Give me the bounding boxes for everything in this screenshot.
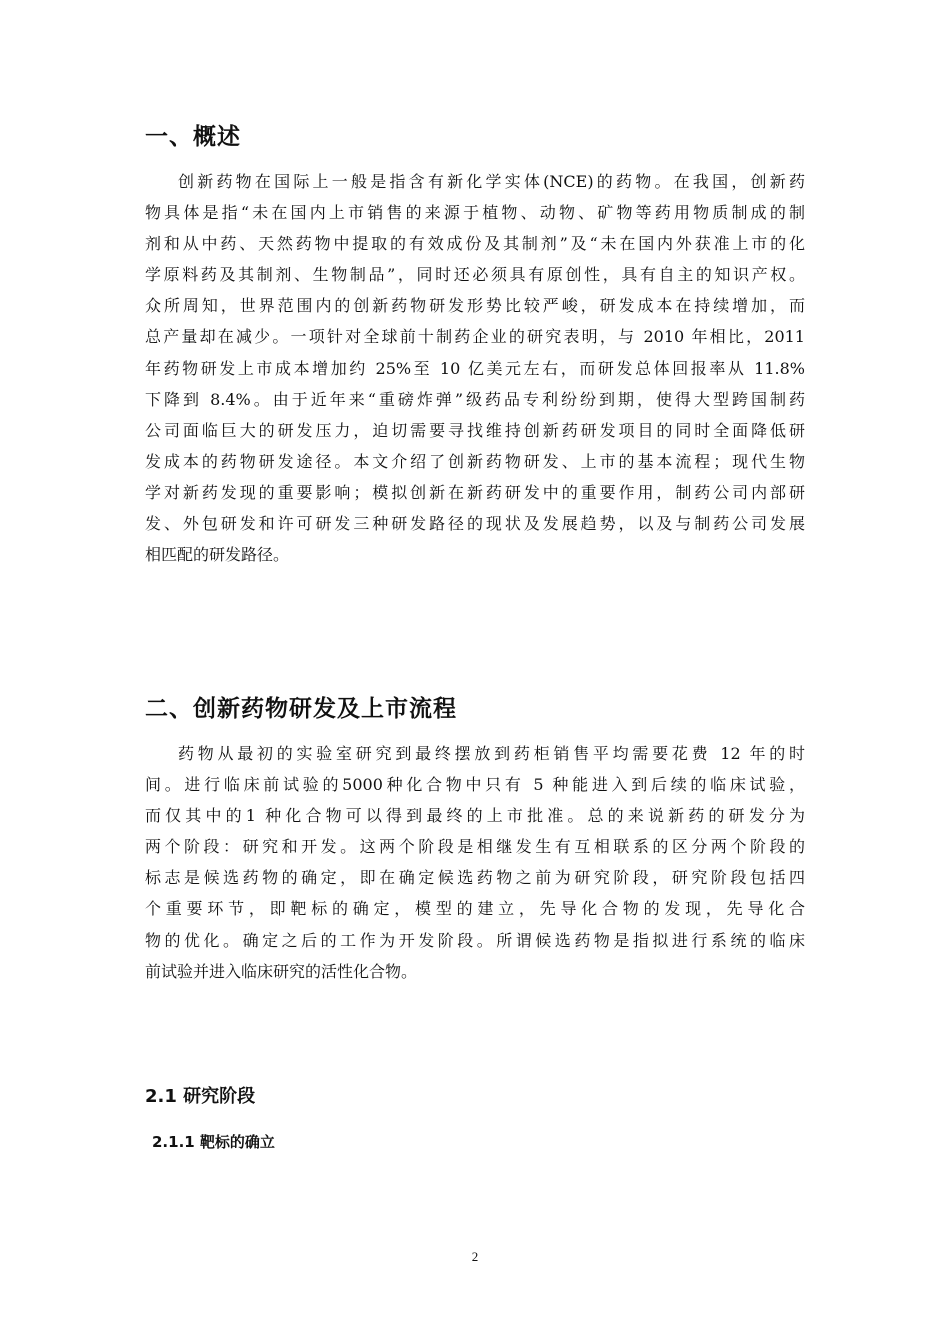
- paragraph-line: 物的优化。确定之后的工作为开发阶段。所谓候选药物是指拟进行系统的临床: [145, 930, 805, 950]
- subsection-heading-research-stage: 2.1 研究阶段: [145, 1086, 256, 1107]
- paragraph-line: 个重要环节，即靶标的确定，模型的建立，先导化合物的发现，先导化合: [145, 899, 805, 919]
- paragraph-line: 标志是候选药物的确定，即在确定候选药物之前为研究阶段，研究阶段包括四: [145, 868, 805, 888]
- paragraph-line: 众所周知，世界范围内的创新药物研发形势比较严峻，研发成本在持续增加，而: [145, 296, 805, 316]
- section-heading-rd-process: 二、创新药物研发及上市流程: [145, 696, 457, 722]
- paragraph-line: 相匹配的研发路径。: [145, 545, 290, 565]
- paragraph-line: 物具体是指“未在国内上市销售的来源于植物、动物、矿物等药用物质制成的制: [145, 203, 805, 223]
- rd-process-paragraph: [145, 738, 805, 987]
- paragraph-line: 公司面临巨大的研发压力，迫切需要寻找维持创新药研发项目的同时全面降低研: [145, 420, 805, 440]
- paragraph-line: 下降到 8.4%。由于近年来“重磅炸弹”级药品专利纷纷到期，使得大型跨国制药: [145, 389, 805, 409]
- paragraph-line: 总产量却在减少。一项针对全球前十制药企业的研究表明，与 2010 年相比，2011: [145, 327, 805, 347]
- paragraph-line: 发、外包研发和许可研发三种研发路径的现状及发展趋势，以及与制药公司发展: [145, 514, 805, 534]
- page-number: 2: [471, 1249, 479, 1264]
- subsubsection-heading-target-identification: 2.1.1 靶标的确立: [152, 1133, 275, 1151]
- paragraph-line: 间。进行临床前试验的5000种化合物中只有 5 种能进入到后续的临床试验，: [145, 775, 805, 795]
- paragraph-line: 年药物研发上市成本增加约 25%至 10 亿美元左右，而研发总体回报率从 11.8%: [145, 358, 805, 378]
- paragraph-line: 而仅其中的1 种化合物可以得到最终的上市批准。总的来说新药的研发分为: [145, 806, 805, 826]
- overview-paragraph: [145, 166, 805, 570]
- paragraph-line: 药物从最初的实验室研究到最终摆放到药柜销售平均需要花费 12 年的时: [178, 744, 805, 763]
- paragraph-line: 学对新药发现的重要影响；模拟创新在新药研发中的重要作用，制药公司内部研: [145, 482, 805, 502]
- paragraph-line: 前试验并进入临床研究的活性化合物。: [145, 961, 418, 981]
- paragraph-line: 创新药物在国际上一般是指含有新化学实体(NCE)的药物。在我国，创新药: [178, 172, 805, 191]
- paragraph-line: 发成本的药物研发途径。本文介绍了创新药物研发、上市的基本流程；现代生物: [145, 451, 805, 471]
- paragraph-line: 学原料药及其制剂、生物制品”，同时还必须具有原创性，具有自主的知识产权。: [145, 265, 805, 285]
- section-heading-overview: 一、概述: [145, 124, 241, 150]
- paragraph-line: 两个阶段：研究和开发。这两个阶段是相继发生有互相联系的区分两个阶段的: [145, 837, 805, 857]
- paragraph-line: 剂和从中药、天然药物中提取的有效成份及其制剂”及“未在国内外获准上市的化: [145, 234, 805, 254]
